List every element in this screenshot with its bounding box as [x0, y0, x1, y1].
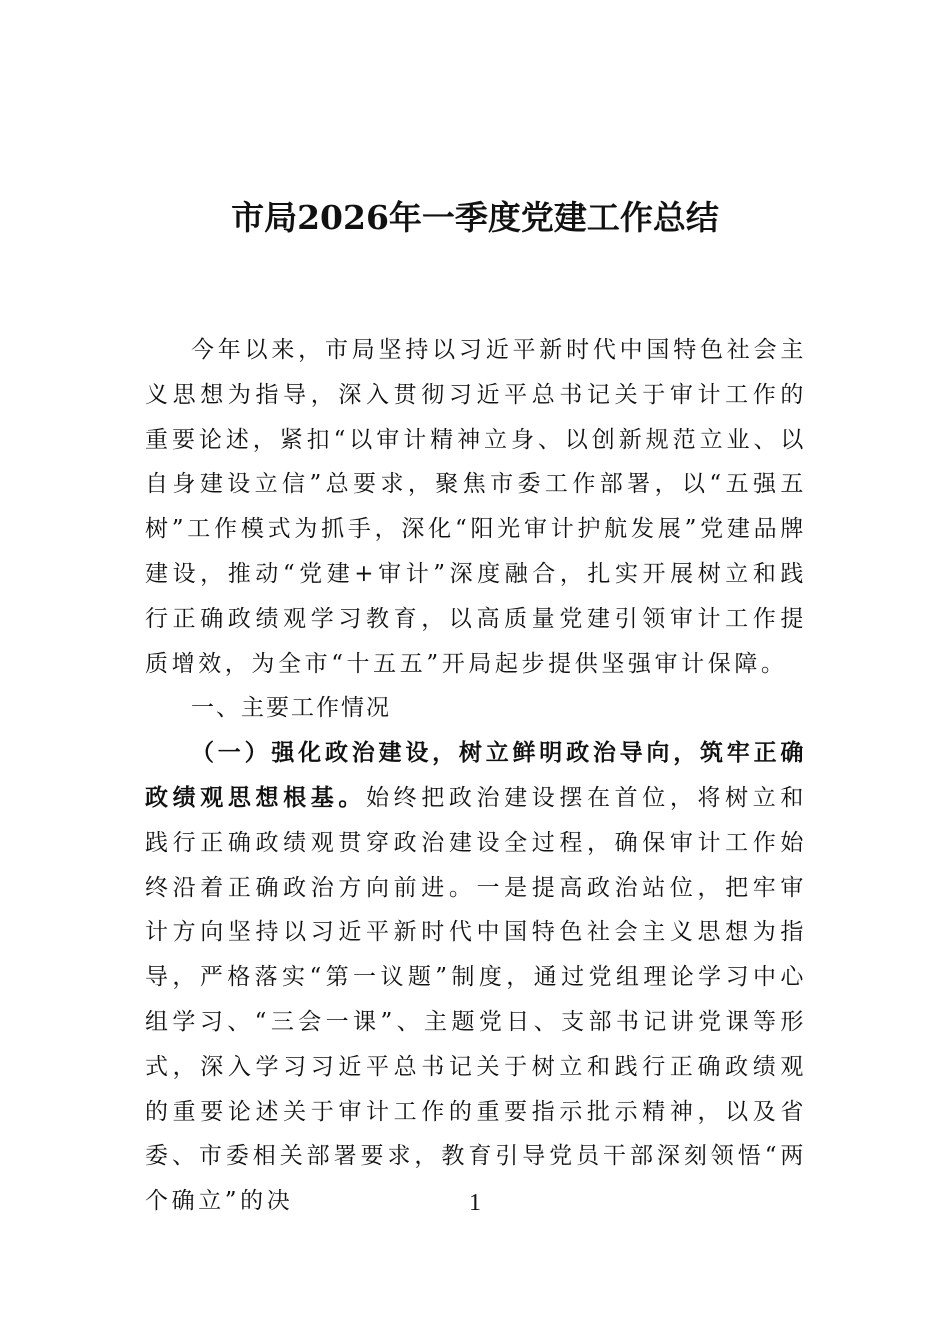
intro-paragraph: 今年以来，市局坚持以习近平新时代中国特色社会主义思想为指导，深入贯彻习近平总书记关于审计工作的重要论述，紧扣“以审计精神立身、以创新规范立业、以自身建设立信”总要求，聚焦市委工作部署，以“五强五树”工作模式为抓手，深化“阳光审计护航发展”党建品牌建设，推动“党建+审计”深度融合，扎实开展树立和践行正确政绩观学习教育，以高质量党建引领审计工作提质增效，为全市“十五五”开局起步提供坚强审计保障。 [145, 337, 807, 677]
section-heading: 一、主要工作情况 [191, 695, 391, 722]
document-title: 市局2026年一季度党建工作总结 [231, 198, 719, 237]
subsection-heading: （一）强化政治建设，树立鲜明政治导向，筑牢正确政绩观思想根基。 [145, 739, 807, 811]
subsection-paragraph [145, 731, 807, 1224]
document-body [145, 328, 807, 1224]
page-number: 1 [469, 1190, 481, 1216]
subsection-body: 始终把政治建设摆在首位，将树立和践行正确政绩观贯穿政治建设全过程，确保审计工作始终沿着正确政治方向前进。一是提高政治站位，把牢审计方向坚持以习近平新时代中国特色社会主义思想为指导，严格落实“第一议题”制度，通过党组理论学习中心组学习、“三会一课”、主题党日、支部书记讲党课等形式，深入学习习近平总书记关于树立和践行正确政绩观的重要论述关于审计工作的重要指示批示精神，以及省委、市委相关部署要求，教育引导党员干部深刻领悟“两个确立”的决 [145, 784, 807, 1215]
